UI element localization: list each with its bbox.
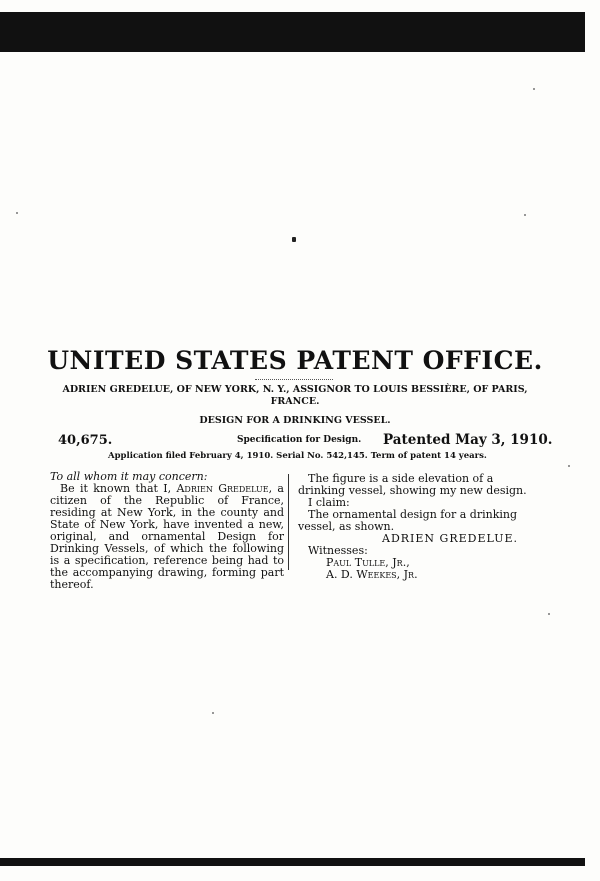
figure-description: The figure is a side elevation of a drinking vessel, showing my new design. xyxy=(298,472,527,497)
spec-label: Specification for Design. xyxy=(237,435,362,445)
scan-speck xyxy=(292,237,296,242)
witness-2: A. D. Weekes, Jr. xyxy=(326,568,418,581)
scan-speck xyxy=(548,613,550,615)
claim-label: I claim: xyxy=(308,496,350,509)
scan-bottom-border xyxy=(0,858,585,866)
title-rule xyxy=(255,379,333,380)
application-line: Application filed February 4, 1910. Serial No. 542,145. Term of patent 14 years. xyxy=(108,451,487,461)
column-divider xyxy=(288,474,289,570)
salutation: To all whom it may concern: xyxy=(50,470,208,483)
scan-speck xyxy=(524,214,526,216)
scan-speck xyxy=(533,88,535,90)
patent-number: 40,675. xyxy=(58,433,113,448)
scan-speck xyxy=(212,712,214,714)
patented-date: Patented May 3, 1910. xyxy=(383,432,553,448)
assignment-line-1: ADRIEN GREDELUE, OF NEW YORK, N. Y., ASSIGNOR TO LOUIS BESSIÈRE, OF PARIS, xyxy=(62,384,528,395)
design-title: DESIGN FOR A DRINKING VESSEL. xyxy=(199,415,391,426)
witness-1: Paul Tulle, Jr., xyxy=(326,556,410,569)
scan-speck xyxy=(568,465,570,467)
scan-top-border xyxy=(0,12,585,52)
office-title: UNITED STATES PATENT OFFICE. xyxy=(47,346,543,375)
claim-text: The ornamental design for a drinking vessel, as shown. xyxy=(298,508,518,533)
scan-speck xyxy=(16,212,18,214)
inventor-name: Adrien Gredelue xyxy=(176,482,269,495)
inventor-signature: ADRIEN GREDELUE. xyxy=(382,532,518,545)
specification-body xyxy=(50,471,284,591)
body-prefix: Be it known that I, xyxy=(60,482,177,495)
specification-paragraph xyxy=(50,483,284,591)
body-rest: , a citizen of the Republic of France, residing at New York, in the county and State of New York, have invented a new, original, and ornamental Design for Drinking Vessels, of which the following is a specification, reference being had to the accompanying drawing, forming part thereof. xyxy=(50,482,284,591)
assignment-line-2: FRANCE. xyxy=(270,396,320,407)
witnesses-label: Witnesses: xyxy=(308,544,368,557)
claim-section xyxy=(298,473,530,581)
